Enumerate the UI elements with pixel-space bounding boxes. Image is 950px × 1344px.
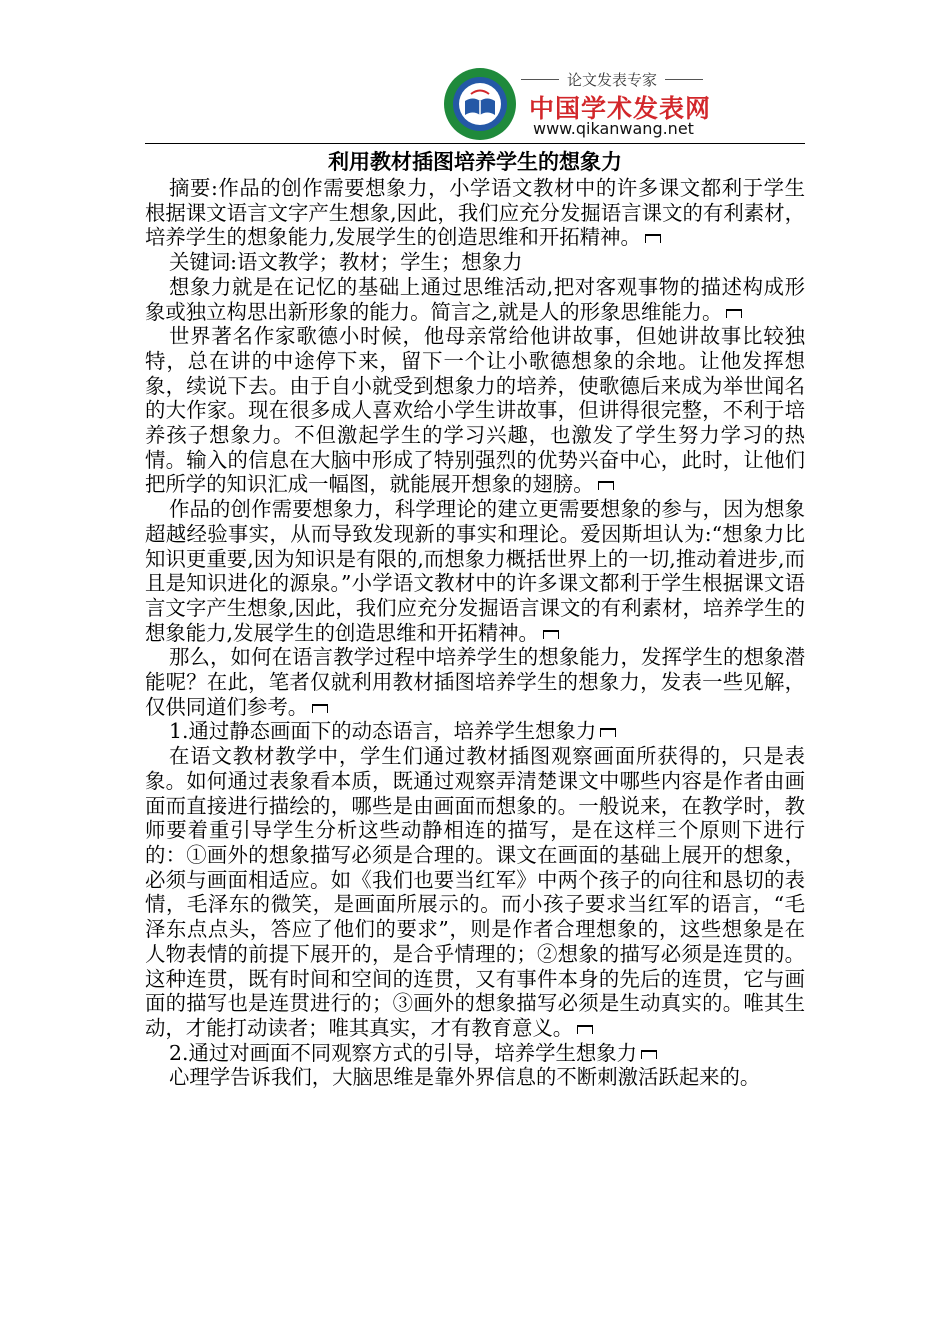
paragraph-break-mark: [645, 234, 661, 243]
section-heading: [145, 1041, 805, 1066]
body-paragraph: [145, 645, 805, 719]
body-paragraph: [145, 275, 805, 324]
site-slogan: 论文发表专家: [566, 71, 657, 89]
paragraph-break-mark: [726, 309, 742, 318]
article-body: [145, 176, 805, 1090]
body-paragraph: [145, 1065, 805, 1090]
paragraph-text: 作品的创作需要想象力，科学理论的建立更需要想象的参与，因为想象超越经验事实，从而导致发现新的事实和理论。爱因斯坦认为:“想象力比知识更重要,因为知识是有限的,而想象力概括世界上的一切,推动着进步,而且是知识进化的源泉。”小学语文教材中的许多课文都利于学生根据课文语言文字产生想象,因此，我们应充分发掘语言课文的有利素材，培养学生的想象能力,发展学生的创造思维和开拓精神。: [145, 497, 805, 645]
paragraph-text: 世界著名作家歌德小时候，他母亲常给他讲故事，但她讲故事比较独特，总在讲的中途停下来，留下一个让小歌德想象的余地。让他发挥想象，续说下去。由于自小就受到想象力的培养，使歌德后来成为举世闻名的大作家。现在很多成人喜欢给小学生讲故事，但讲得很完整，不利于培养孩子想象力。不但激起学生的学习兴趣，也激发了学生努力学习的热情。输入的信息在大脑中形成了特别强烈的优势兴奋中心，此时，让他们把所学的知识汇成一幅图，就能展开想象的翅膀。: [145, 324, 805, 497]
section-heading-text: 1.通过静态画面下的动态语言，培养学生想象力: [169, 719, 597, 744]
slogan-rule-right: [665, 79, 703, 80]
paragraph-text: 想象力就是在记忆的基础上通过思维活动,把对客观事物的描述构成形象或独立构思出新形象的能力。简言之,就是人的形象思维能力。: [145, 274, 805, 324]
section-heading: [145, 719, 805, 744]
body-paragraph: [145, 497, 805, 645]
site-url: www.qikanwang.net: [533, 119, 694, 138]
paragraph-break-mark: [600, 728, 616, 737]
body-paragraph: [145, 744, 805, 1040]
paragraph-text: 心理学告诉我们，大脑思维是靠外界信息的不断刺激活跃起来的。: [169, 1065, 761, 1090]
paragraph-break-mark: [577, 1025, 593, 1034]
header-divider: [145, 143, 805, 144]
paragraph-break-mark: [641, 1050, 657, 1059]
paragraph-text: 关键词:语文教学；教材；学生；想象力: [169, 250, 523, 275]
paragraph-text: 摘要:作品的创作需要想象力，小学语文教材中的许多课文都利于学生根据课文语言文字产生想象,因此，我们应充分发掘语言课文的有利素材，培养学生的想象能力,发展学生的创造思维和开拓精神。: [145, 176, 805, 250]
paragraph-text: 那么，如何在语言教学过程中培养学生的想象能力，发挥学生的想象潜能呢？在此，笔者仅就利用教材插图培养学生的想象力，发表一些见解，仅供同道们参考。: [145, 645, 805, 719]
paragraph-text: 在语文教材教学中，学生们通过教材插图观察画面所获得的，只是表象。如何通过表象看本质，既通过观察弄清楚课文中哪些内容是作者由画面而直接进行描绘的，哪些是由画面而想象的。一般说来，在教学时，教师要着重引导学生分析这些动静相连的描写，是在这样三个原则下进行的：①画外的想象描写必须是合理的。课文在画面的基础上展开的想象，必须与画面相适应。如《我们也要当红军》中两个孩子的向往和恳切的表情，毛泽东的微笑，是画面所展示的。而小孩子要求当红军的语言，“毛泽东点点头，答应了他们的要求”，则是作者合理想象的，这些想象是在人物表情的前提下展开的，是合乎情理的；②想象的描写必须是连贯的。这种连贯，既有时间和空间的连贯，又有事件本身的先后的连贯，它与画面的描写也是连贯进行的；③画外的想象描写必须是生动真实的。唯其生动，才能打动读者；唯其真实，才有教育意义。: [145, 744, 805, 1040]
site-brand-name: 中国学术发表网: [529, 94, 712, 123]
site-logo: [443, 67, 712, 141]
paragraph-break-mark: [543, 630, 559, 639]
section-heading-text: 2.通过对画面不同观察方式的引导，培养学生想象力: [169, 1040, 638, 1065]
paragraph-break-mark: [598, 481, 614, 490]
article-title: 利用教材插图培养学生的想象力: [328, 149, 622, 174]
abstract-paragraph: [145, 176, 805, 250]
body-paragraph: [145, 324, 805, 497]
globe-book-seal-icon: [443, 67, 517, 141]
keywords-paragraph: [145, 250, 805, 275]
paragraph-break-mark: [312, 704, 328, 713]
